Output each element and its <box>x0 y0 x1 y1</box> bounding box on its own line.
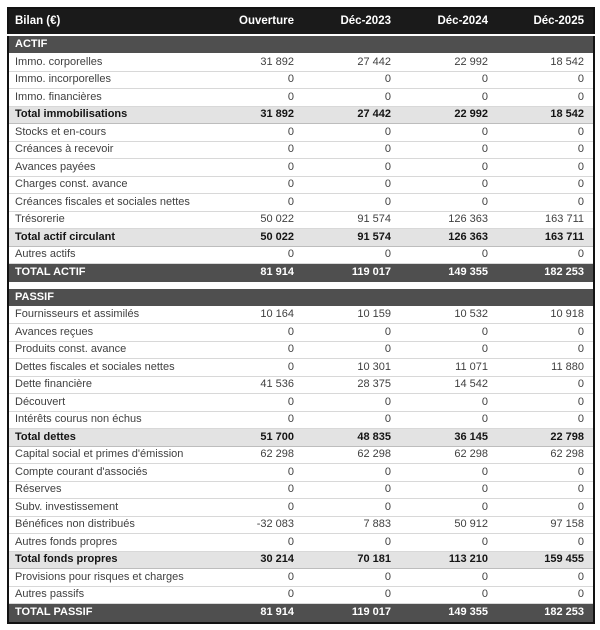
cell-value: 62 298 <box>497 446 594 464</box>
cell-value: 0 <box>206 464 303 482</box>
row-label: Compte courant d'associés <box>8 464 206 482</box>
table-row <box>8 586 594 604</box>
cell-value: 0 <box>497 411 594 429</box>
cell-value: 31 892 <box>206 106 303 124</box>
cell-value: 0 <box>497 394 594 412</box>
cell-value: 0 <box>206 586 303 604</box>
cell-value: 163 711 <box>497 211 594 229</box>
cell-value: 0 <box>497 141 594 159</box>
cell-value: 0 <box>497 586 594 604</box>
cell-value: -32 083 <box>206 516 303 534</box>
cell-value: 126 363 <box>400 211 497 229</box>
cell-value: 113 210 <box>400 551 497 569</box>
cell-value: 0 <box>497 569 594 587</box>
section-header-actif <box>8 35 594 54</box>
table-row <box>8 481 594 499</box>
cell-value: 0 <box>206 324 303 342</box>
row-label: Total immobilisations <box>8 106 206 124</box>
cell-value: 0 <box>206 124 303 142</box>
row-label: TOTAL PASSIF <box>8 604 206 623</box>
table-row <box>8 359 594 377</box>
row-label: Découvert <box>8 394 206 412</box>
cell-value: 0 <box>303 569 400 587</box>
table-header-row <box>8 8 594 35</box>
table-row <box>8 324 594 342</box>
cell-value: 0 <box>497 481 594 499</box>
cell-value: 0 <box>497 71 594 89</box>
table-row <box>8 246 594 264</box>
cell-value: 0 <box>303 124 400 142</box>
cell-value: 36 145 <box>400 429 497 447</box>
cell-value: 10 164 <box>206 306 303 324</box>
table-row <box>8 194 594 212</box>
cell-value: 22 798 <box>497 429 594 447</box>
cell-value: 0 <box>497 89 594 107</box>
cell-value: 0 <box>303 499 400 517</box>
cell-value: 30 214 <box>206 551 303 569</box>
cell-value: 97 158 <box>497 516 594 534</box>
cell-value: 0 <box>206 141 303 159</box>
row-label: Immo. incorporelles <box>8 71 206 89</box>
cell-value: 0 <box>206 89 303 107</box>
cell-value: 0 <box>206 499 303 517</box>
balance-sheet-table <box>7 7 595 624</box>
cell-value: 0 <box>206 71 303 89</box>
cell-value: 159 455 <box>497 551 594 569</box>
cell-value: 0 <box>400 89 497 107</box>
row-label: Autres actifs <box>8 246 206 264</box>
cell-value: 182 253 <box>497 604 594 623</box>
cell-value: 0 <box>303 159 400 177</box>
cell-value: 91 574 <box>303 211 400 229</box>
cell-value: 0 <box>303 141 400 159</box>
cell-value: 14 542 <box>400 376 497 394</box>
cell-value: 0 <box>303 586 400 604</box>
table-body <box>8 35 594 623</box>
table-row <box>8 141 594 159</box>
table-row <box>8 89 594 107</box>
cell-value: 0 <box>303 394 400 412</box>
table-row <box>8 376 594 394</box>
cell-value: 0 <box>303 341 400 359</box>
cell-value: 7 883 <box>303 516 400 534</box>
cell-value: 10 159 <box>303 306 400 324</box>
cell-value: 126 363 <box>400 229 497 247</box>
cell-value: 50 912 <box>400 516 497 534</box>
cell-value: 0 <box>400 569 497 587</box>
cell-value: 0 <box>303 176 400 194</box>
table-row <box>8 569 594 587</box>
cell-value: 149 355 <box>400 264 497 282</box>
cell-value: 0 <box>206 534 303 552</box>
section-title: ACTIF <box>8 35 594 54</box>
table-row <box>8 341 594 359</box>
cell-value: 0 <box>400 499 497 517</box>
cell-value: 0 <box>303 246 400 264</box>
row-label: Fournisseurs et assimilés <box>8 306 206 324</box>
cell-value: 0 <box>206 341 303 359</box>
cell-value: 0 <box>303 71 400 89</box>
table-row <box>8 54 594 72</box>
cell-value: 0 <box>400 246 497 264</box>
section-header-passif <box>8 289 594 307</box>
row-label: Immo. corporelles <box>8 54 206 72</box>
cell-value: 0 <box>400 534 497 552</box>
cell-value: 27 442 <box>303 106 400 124</box>
cell-value: 0 <box>400 159 497 177</box>
cell-value: 0 <box>206 359 303 377</box>
row-label: Produits const. avance <box>8 341 206 359</box>
table-title: Bilan (€) <box>8 8 206 35</box>
cell-value: 0 <box>400 394 497 412</box>
cell-value: 0 <box>497 376 594 394</box>
cell-value: 22 992 <box>400 106 497 124</box>
cell-value: 50 022 <box>206 229 303 247</box>
table-row <box>8 229 594 247</box>
row-label: Autres fonds propres <box>8 534 206 552</box>
cell-value: 0 <box>497 499 594 517</box>
table-row <box>8 211 594 229</box>
row-label: Capital social et primes d'émission <box>8 446 206 464</box>
cell-value: 81 914 <box>206 264 303 282</box>
balance-sheet <box>7 7 593 624</box>
row-label: Créances à recevoir <box>8 141 206 159</box>
cell-value: 62 298 <box>206 446 303 464</box>
row-label: Bénéfices non distribués <box>8 516 206 534</box>
table-row <box>8 604 594 623</box>
cell-value: 0 <box>400 124 497 142</box>
table-row <box>8 446 594 464</box>
cell-value: 51 700 <box>206 429 303 447</box>
section-spacer-cell <box>8 282 594 289</box>
cell-value: 10 918 <box>497 306 594 324</box>
header-col-dec-2025: Déc-2025 <box>497 8 594 35</box>
cell-value: 182 253 <box>497 264 594 282</box>
cell-value: 0 <box>497 124 594 142</box>
cell-value: 0 <box>497 176 594 194</box>
table-row <box>8 394 594 412</box>
cell-value: 22 992 <box>400 54 497 72</box>
cell-value: 11 071 <box>400 359 497 377</box>
cell-value: 70 181 <box>303 551 400 569</box>
row-label: Charges const. avance <box>8 176 206 194</box>
cell-value: 10 532 <box>400 306 497 324</box>
cell-value: 0 <box>497 159 594 177</box>
cell-value: 0 <box>400 586 497 604</box>
cell-value: 28 375 <box>303 376 400 394</box>
cell-value: 0 <box>400 141 497 159</box>
table-row <box>8 534 594 552</box>
section-spacer <box>8 282 594 289</box>
cell-value: 27 442 <box>303 54 400 72</box>
cell-value: 0 <box>497 246 594 264</box>
row-label: Dettes fiscales et sociales nettes <box>8 359 206 377</box>
table-row <box>8 411 594 429</box>
row-label: Subv. investissement <box>8 499 206 517</box>
cell-value: 62 298 <box>400 446 497 464</box>
cell-value: 81 914 <box>206 604 303 623</box>
header-col-dec-2023: Déc-2023 <box>303 8 400 35</box>
row-label: Total dettes <box>8 429 206 447</box>
cell-value: 0 <box>206 569 303 587</box>
cell-value: 0 <box>303 534 400 552</box>
cell-value: 50 022 <box>206 211 303 229</box>
row-label: Intérêts courus non échus <box>8 411 206 429</box>
table-row <box>8 306 594 324</box>
table-row <box>8 264 594 282</box>
cell-value: 0 <box>400 341 497 359</box>
row-label: Créances fiscales et sociales nettes <box>8 194 206 212</box>
cell-value: 48 835 <box>303 429 400 447</box>
cell-value: 0 <box>400 176 497 194</box>
cell-value: 0 <box>497 194 594 212</box>
cell-value: 0 <box>400 464 497 482</box>
row-label: Total actif circulant <box>8 229 206 247</box>
row-label: Réserves <box>8 481 206 499</box>
cell-value: 0 <box>400 481 497 499</box>
cell-value: 0 <box>303 481 400 499</box>
cell-value: 0 <box>400 71 497 89</box>
table-row <box>8 106 594 124</box>
cell-value: 18 542 <box>497 106 594 124</box>
table-row <box>8 516 594 534</box>
row-label: Avances payées <box>8 159 206 177</box>
row-label: Avances reçues <box>8 324 206 342</box>
cell-value: 91 574 <box>303 229 400 247</box>
cell-value: 0 <box>303 324 400 342</box>
header-col-dec-2024: Déc-2024 <box>400 8 497 35</box>
cell-value: 0 <box>400 194 497 212</box>
cell-value: 119 017 <box>303 264 400 282</box>
row-label: Trésorerie <box>8 211 206 229</box>
table-row <box>8 499 594 517</box>
cell-value: 0 <box>303 411 400 429</box>
cell-value: 0 <box>206 159 303 177</box>
cell-value: 0 <box>303 89 400 107</box>
header-col-ouverture: Ouverture <box>206 8 303 35</box>
cell-value: 0 <box>497 464 594 482</box>
row-label: Autres passifs <box>8 586 206 604</box>
table-row <box>8 176 594 194</box>
cell-value: 0 <box>400 324 497 342</box>
table-row <box>8 429 594 447</box>
cell-value: 0 <box>206 481 303 499</box>
cell-value: 119 017 <box>303 604 400 623</box>
row-label: Dette financière <box>8 376 206 394</box>
cell-value: 0 <box>206 246 303 264</box>
row-label: TOTAL ACTIF <box>8 264 206 282</box>
table-row <box>8 464 594 482</box>
row-label: Provisions pour risques et charges <box>8 569 206 587</box>
cell-value: 41 536 <box>206 376 303 394</box>
row-label: Total fonds propres <box>8 551 206 569</box>
cell-value: 0 <box>206 194 303 212</box>
row-label: Stocks et en-cours <box>8 124 206 142</box>
table-row <box>8 551 594 569</box>
cell-value: 163 711 <box>497 229 594 247</box>
table-row <box>8 124 594 142</box>
cell-value: 62 298 <box>303 446 400 464</box>
cell-value: 0 <box>303 464 400 482</box>
cell-value: 31 892 <box>206 54 303 72</box>
cell-value: 10 301 <box>303 359 400 377</box>
cell-value: 0 <box>206 411 303 429</box>
cell-value: 0 <box>497 534 594 552</box>
cell-value: 0 <box>303 194 400 212</box>
cell-value: 11 880 <box>497 359 594 377</box>
table-row <box>8 71 594 89</box>
cell-value: 0 <box>400 411 497 429</box>
section-title: PASSIF <box>8 289 594 307</box>
cell-value: 0 <box>497 341 594 359</box>
cell-value: 0 <box>497 324 594 342</box>
cell-value: 0 <box>206 176 303 194</box>
cell-value: 0 <box>206 394 303 412</box>
row-label: Immo. financières <box>8 89 206 107</box>
cell-value: 149 355 <box>400 604 497 623</box>
table-row <box>8 159 594 177</box>
cell-value: 18 542 <box>497 54 594 72</box>
